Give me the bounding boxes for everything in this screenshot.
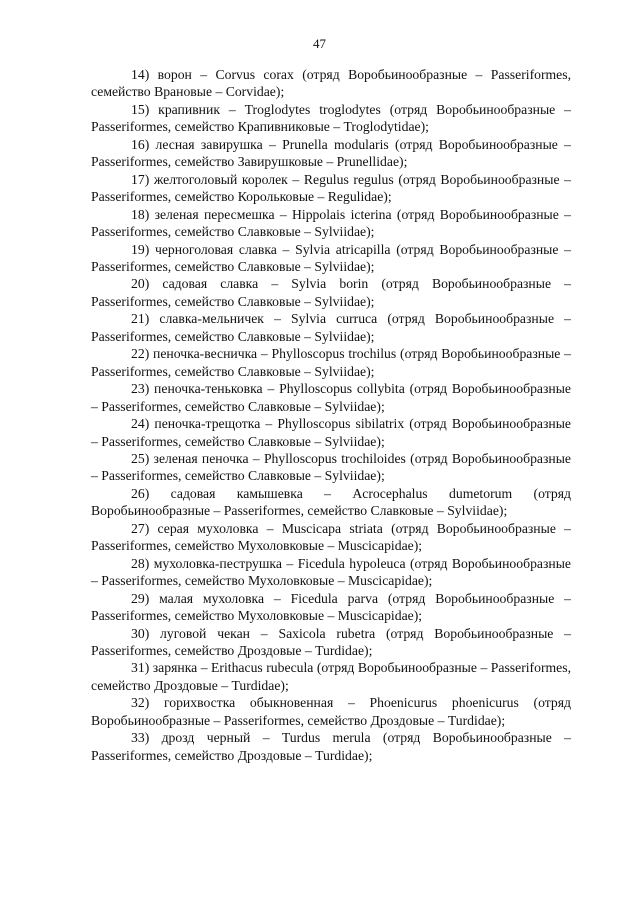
page-number: 47: [313, 36, 326, 51]
list-item: 17) желтоголовый королек – Regulus regulus (отряд Воробьинообразные – Passeriformes, семейство Корольковые – Regulidae);: [91, 171, 571, 205]
list-item: 18) зеленая пересмешка – Hippolais icterina (отряд Воробьинообразные – Passeriformes, семейство Славковые – Sylviidae);: [91, 206, 571, 240]
list-item: 33) дрозд черный – Turdus merula (отряд Воробьинообразные – Passeriformes, семейство Дроздовые – Turdidae);: [91, 730, 571, 763]
list-item: 30) луговой чекан – Saxicola rubetra (отряд Воробьинообразные – Passeriformes, семейство Дроздовые – Turdidae);: [91, 625, 571, 658]
list-item: 31) зарянка – Erithacus rubecula (отряд Воробьинообразные – Passeriformes, семейство Дроздовые – Turdidae);: [91, 660, 571, 693]
list-item: 28) мухоловка-пеструшка – Ficedula hypoleuca (отряд Воробьинообразные – Passeriformes, семейство Мухоловковые – Muscicapidae);: [91, 555, 571, 589]
list-item: 23) пеночка-теньковка – Phylloscopus collybita (отряд Воробьинообразные – Passeriformes, семейство Славковые – Sylviidae);: [91, 381, 571, 414]
list-item: 20) садовая славка – Sylvia borin (отряд Воробьинообразные – Passeriformes, семейство Славковые – Sylviidae);: [91, 276, 571, 309]
species-list: [91, 66, 571, 764]
list-item: 25) зеленая пеночка – Phylloscopus trochiloides (отряд Воробьинообразные – Passeriformes, семейство Славковые – Sylviidae);: [91, 450, 571, 484]
list-item: 15) крапивник – Troglodytes troglodytes (отряд Воробьинообразные – Passeriformes, семейство Крапивниковые – Troglodytidae);: [91, 101, 571, 135]
list-item: 32) горихвостка обыкновенная – Phoenicurus phoenicurus (отряд Воробьинообразные – Passeriformes, семейство Дроздовые – Turdidae);: [91, 695, 571, 728]
list-item: 21) славка-мельничек – Sylvia curruca (отряд Воробьинообразные – Passeriformes, семейство Славковые – Sylviidae);: [91, 311, 571, 344]
list-item: 22) пеночка-весничка – Phylloscopus trochilus (отряд Воробьинообразные – Passeriformes, семейство Славковые – Sylviidae);: [91, 346, 571, 379]
list-item: 26) садовая камышевка – Acrocephalus dumetorum (отряд Воробьинообразные – Passeriformes, семейство Славковые – Sylviidae);: [91, 485, 571, 519]
list-item: 16) лесная завирушка – Prunella modularis (отряд Воробьинообразные – Passeriformes, семейство Завирушковые – Prunellidae);: [91, 136, 571, 170]
list-item: 14) ворон – Corvus corax (отряд Воробьинообразные – Passeriformes, семейство Врановые – Corvidae);: [91, 67, 571, 100]
list-item: 24) пеночка-трещотка – Phylloscopus sibilatrix (отряд Воробьинообразные – Passeriformes, семейство Славковые – Sylviidae);: [91, 416, 571, 449]
list-item: 19) черноголовая славка – Sylvia atricapilla (отряд Воробьинообразные – Passeriformes, семейство Славковые – Sylviidae);: [91, 241, 571, 274]
list-item: 27) серая мухоловка – Muscicapa striata (отряд Воробьинообразные – Passeriformes, семейство Мухоловковые – Muscicapidae);: [91, 520, 571, 554]
list-item: 29) малая мухоловка – Ficedula parva (отряд Воробьинообразные – Passeriformes, семейство Мухоловковые – Muscicapidae);: [91, 590, 571, 624]
